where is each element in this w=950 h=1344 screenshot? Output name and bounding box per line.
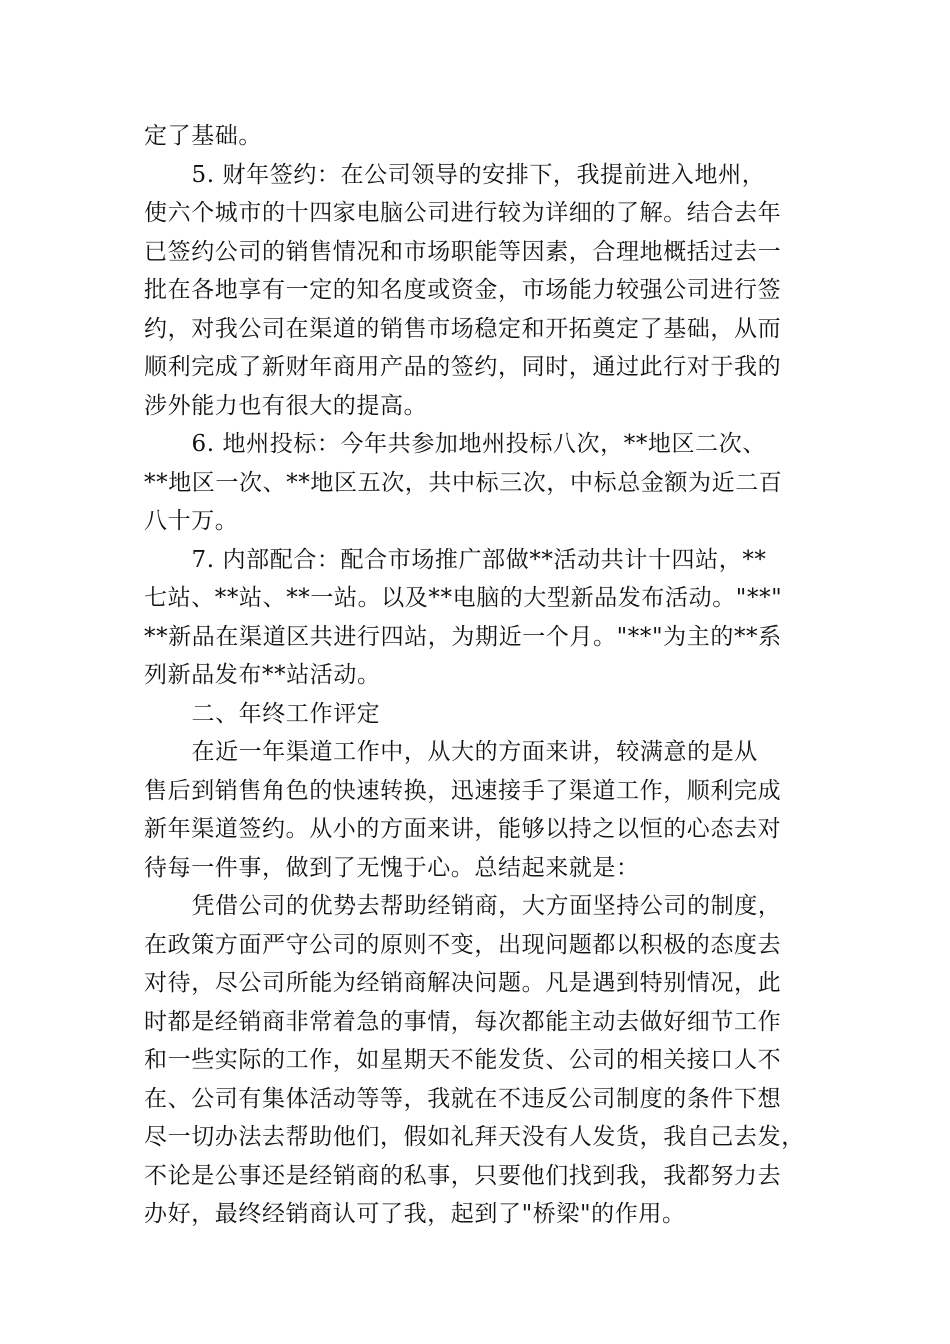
section-heading: 二、年终工作评定: [144, 701, 381, 727]
text-line: 新年渠道签约。从小的方面来讲，能够以持之以恒的心态去对: [144, 816, 782, 842]
text-line: 八十万。: [144, 508, 239, 534]
text-line: 在近一年渠道工作中，从大的方面来讲，较满意的是从: [144, 739, 758, 765]
text-line: 时都是经销商非常着急的事情，每次都能主动去做好细节工作: [144, 1009, 782, 1035]
text-line: 凭借公司的优势去帮助经销商，大方面坚持公司的制度，: [144, 893, 782, 919]
text-line: 使六个城市的十四家电脑公司进行较为详细的了解。结合去年: [144, 200, 782, 226]
text-line: 7. 内部配合：配合市场推广部做**活动共计十四站，**: [144, 547, 767, 573]
text-line: 售后到销售角色的快速转换，迅速接手了渠道工作，顺利完成: [144, 778, 782, 804]
text-line: **新品在渠道区共进行四站，为期近一个月。"**"为主的**系: [144, 624, 782, 650]
text-line: 和一些实际的工作，如星期天不能发货、公司的相关接口人不: [144, 1047, 782, 1073]
text-line: **地区一次、**地区五次，共中标三次，中标总金额为近二百: [144, 470, 783, 496]
text-line: 七站、**站、**一站。以及**电脑的大型新品发布活动。"**": [144, 585, 783, 611]
text-line: 批在各地享有一定的知名度或资金，市场能力较强公司进行签: [144, 277, 782, 303]
text-line: 5. 财年签约：在公司领导的安排下，我提前进入地州，: [144, 162, 766, 188]
text-line: 尽一切办法去帮助他们，假如礼拜天没有人发货，我自己去发，: [144, 1124, 805, 1150]
text-line: 对待，尽公司所能为经销商解决问题。凡是遇到特别情况，此: [144, 970, 782, 996]
text-line: 列新品发布**站活动。: [144, 662, 381, 688]
text-line: 在政策方面严守公司的原则不变，出现问题都以积极的态度去: [144, 932, 782, 958]
text-line: 约，对我公司在渠道的销售市场稳定和开拓奠定了基础，从而: [144, 316, 782, 342]
text-line: 已签约公司的销售情况和市场职能等因素，合理地概括过去一: [144, 239, 782, 265]
text-line: 不论是公事还是经销商的私事，只要他们找到我，我都努力去: [144, 1163, 782, 1189]
text-line: 顺利完成了新财年商用产品的签约，同时，通过此行对于我的: [144, 354, 782, 380]
text-line: 待每一件事，做到了无愧于心。总结起来就是：: [144, 855, 640, 881]
text-line: 在、公司有集体活动等等，我就在不违反公司制度的条件下想: [144, 1086, 782, 1112]
text-line: 定了基础。: [144, 123, 262, 149]
text-line: 6. 地州投标：今年共参加地州投标八次，**地区二次、: [144, 431, 766, 457]
text-line: 办好，最终经销商认可了我，起到了"桥梁"的作用。: [144, 1201, 686, 1227]
text-line: 涉外能力也有很大的提高。: [144, 393, 428, 419]
